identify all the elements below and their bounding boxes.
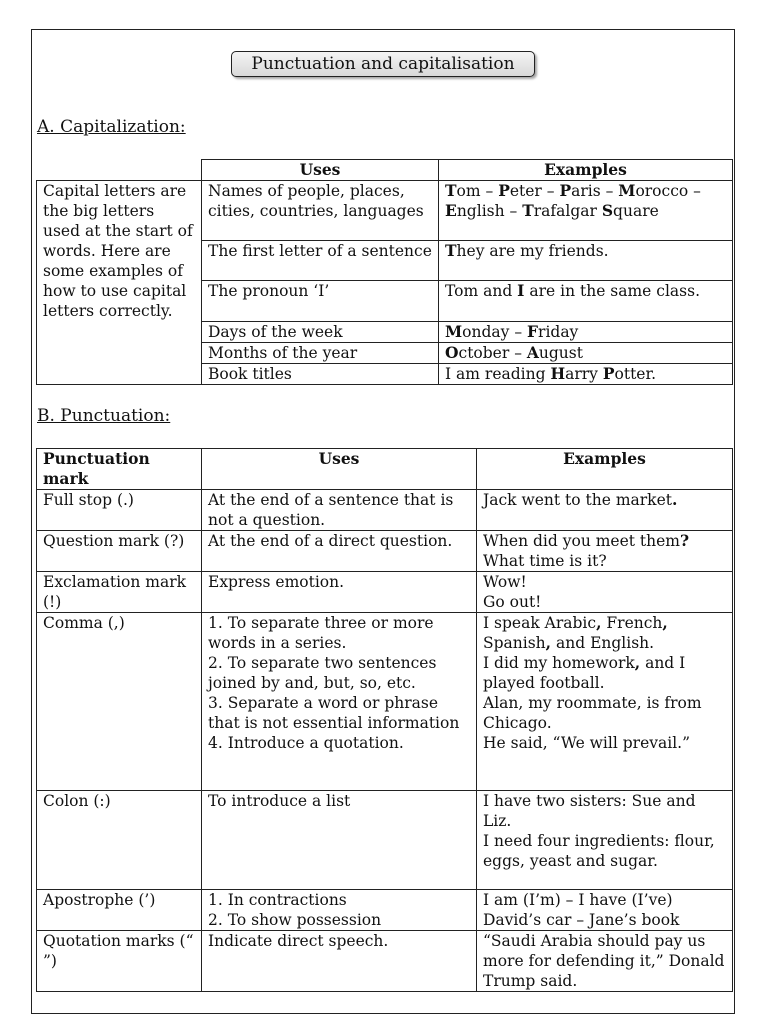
page-title: Punctuation and capitalisation bbox=[231, 51, 535, 77]
use-cell: The pronoun ‘I’ bbox=[202, 281, 439, 322]
punctuation-mark-cell: Exclamation mark (!) bbox=[37, 572, 202, 613]
punctuation-mark-cell: Question mark (?) bbox=[37, 531, 202, 572]
example-cell: They are my friends. bbox=[439, 241, 733, 281]
section-a-heading: A. Capitalization: bbox=[37, 117, 186, 137]
example-cell: Monday – Friday bbox=[439, 322, 733, 343]
table-row bbox=[37, 931, 733, 992]
table-row bbox=[37, 791, 733, 890]
examples-cell: I have two sisters: Sue and Liz. I need four ingredients: flour, eggs, yeast and sugar. bbox=[477, 791, 733, 890]
examples-header: Examples bbox=[439, 160, 733, 181]
uses-cell: To introduce a list bbox=[202, 791, 477, 890]
uses-header: Uses bbox=[202, 449, 477, 490]
examples-cell: “Saudi Arabia should pay us more for defending it,” Donald Trump said. bbox=[477, 931, 733, 992]
section-b-heading: B. Punctuation: bbox=[37, 406, 171, 426]
examples-cell: I am (I’m) – I have (I’ve) David’s car – Jane’s book bbox=[477, 890, 733, 931]
capitalization-table bbox=[36, 159, 733, 385]
example-cell: Tom and I are in the same class. bbox=[439, 281, 733, 322]
use-cell: Names of people, places, cities, countries, languages bbox=[202, 181, 439, 241]
punctuation-table bbox=[36, 448, 733, 992]
table-row bbox=[37, 531, 733, 572]
examples-cell: Wow! Go out! bbox=[477, 572, 733, 613]
example-cell: I am reading Harry Potter. bbox=[439, 364, 733, 385]
use-cell: The first letter of a sentence bbox=[202, 241, 439, 281]
uses-cell: 1. To separate three or more words in a series. 2. To separate two sentences joined by and, but, so, etc. 3. Separate a word or phrase that is not essential information 4. Introduce a quotation. bbox=[202, 613, 477, 791]
table-row bbox=[37, 890, 733, 931]
example-cell: October – August bbox=[439, 343, 733, 364]
example-cell: Tom – Peter – Paris – Morocco – English – Trafalgar Square bbox=[439, 181, 733, 241]
uses-cell: 1. In contractions 2. To show possession bbox=[202, 890, 477, 931]
punctuation-mark-cell: Quotation marks (“ ”) bbox=[37, 931, 202, 992]
table-row bbox=[37, 490, 733, 531]
examples-cell: When did you meet them? What time is it? bbox=[477, 531, 733, 572]
examples-cell: I speak Arabic, French, Spanish, and English. I did my homework, and I played football. Alan, my roommate, is from Chicago. He said, “We will prevail.” bbox=[477, 613, 733, 791]
punctuation-mark-cell: Apostrophe (’) bbox=[37, 890, 202, 931]
uses-header: Uses bbox=[202, 160, 439, 181]
table-row bbox=[37, 613, 733, 791]
use-cell: Days of the week bbox=[202, 322, 439, 343]
examples-header: Examples bbox=[477, 449, 733, 490]
punctuation-mark-cell: Full stop (.) bbox=[37, 490, 202, 531]
uses-cell: At the end of a sentence that is not a question. bbox=[202, 490, 477, 531]
blank-header-cell bbox=[37, 160, 202, 181]
punctuation-mark-cell: Comma (,) bbox=[37, 613, 202, 791]
use-cell: Book titles bbox=[202, 364, 439, 385]
use-cell: Months of the year bbox=[202, 343, 439, 364]
examples-cell: Jack went to the market. bbox=[477, 490, 733, 531]
uses-cell: Express emotion. bbox=[202, 572, 477, 613]
punctuation-mark-cell: Colon (:) bbox=[37, 791, 202, 890]
capital-letters-description: Capital letters are the big letters used at the start of words. Here are some examples of how to use capital letters correctly. bbox=[37, 181, 202, 385]
table-row bbox=[37, 572, 733, 613]
uses-cell: Indicate direct speech. bbox=[202, 931, 477, 992]
uses-cell: At the end of a direct question. bbox=[202, 531, 477, 572]
punctuation-mark-header: Punctuation mark bbox=[37, 449, 202, 490]
